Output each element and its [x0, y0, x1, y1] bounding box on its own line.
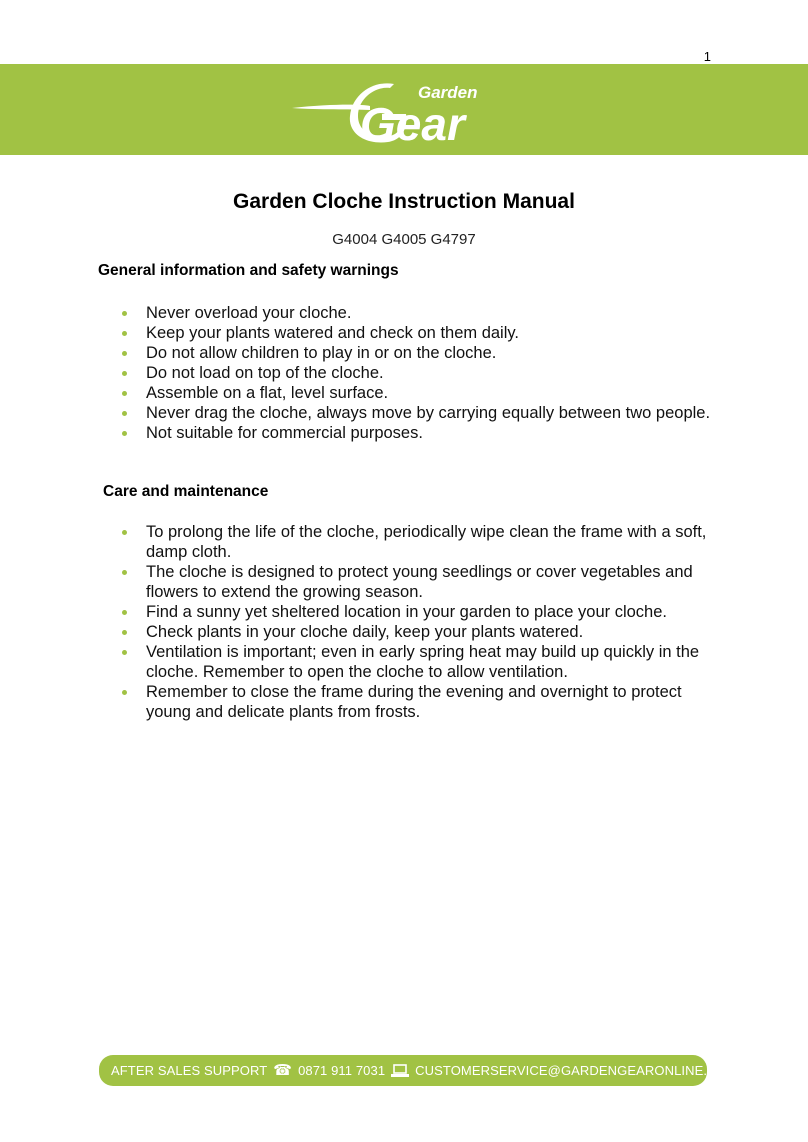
- support-label: AFTER SALES SUPPORT: [111, 1063, 268, 1078]
- section-heading-care: Care and maintenance: [103, 483, 269, 500]
- list-item: The cloche is designed to protect young seedlings or cover vegetables and flowers to extend the growing season.: [118, 562, 718, 602]
- bullet-icon: [122, 570, 127, 575]
- bullet-icon: [122, 690, 127, 695]
- list-item: Check plants in your cloche daily, keep your plants watered.: [118, 622, 718, 642]
- page-number: 1: [703, 49, 711, 64]
- care-list: [118, 522, 718, 722]
- bullet-icon: [122, 630, 127, 635]
- document-title: Garden Cloche Instruction Manual: [233, 190, 575, 213]
- list-item: Find a sunny yet sheltered location in your garden to place your cloche.: [118, 602, 718, 622]
- section-heading-general: General information and safety warnings: [98, 262, 399, 279]
- list-item: Never drag the cloche, always move by carrying equally between two people.: [118, 403, 718, 423]
- bullet-icon: [122, 610, 127, 615]
- list-item: Assemble on a flat, level surface.: [118, 383, 718, 403]
- list-item: To prolong the life of the cloche, periodically wipe clean the frame with a soft, damp cloth.: [118, 522, 718, 562]
- list-item: Keep your plants watered and check on them daily.: [118, 323, 718, 343]
- bullet-icon: [122, 351, 127, 356]
- model-numbers: G4004 G4005 G4797: [332, 231, 476, 248]
- bullet-icon: [122, 411, 127, 416]
- bullet-icon: [122, 371, 127, 376]
- bullet-icon: [122, 530, 127, 535]
- header-banner: [0, 64, 808, 155]
- garden-gear-logo: [290, 64, 520, 155]
- list-item: Do not load on top of the cloche.: [118, 363, 718, 383]
- list-item: Do not allow children to play in or on the cloche.: [118, 343, 718, 363]
- laptop-icon: [391, 1064, 409, 1078]
- telephone-icon: ☎: [273, 1062, 293, 1079]
- list-item: Never overload your cloche.: [118, 303, 718, 323]
- list-item: Ventilation is important; even in early spring heat may build up quickly in the cloche. Remember to open the cloche to allow ventilation.: [118, 642, 718, 682]
- bullet-icon: [122, 331, 127, 336]
- support-phone[interactable]: 0871 911 7031: [298, 1063, 386, 1078]
- general-list: [118, 303, 718, 443]
- logo-large-text: Gear: [360, 98, 465, 150]
- support-footer: [99, 1055, 749, 1086]
- bullet-icon: [122, 311, 127, 316]
- bullet-icon: [122, 650, 127, 655]
- support-email[interactable]: CUSTOMERSERVICE@GARDENGEARONLINE.CO.UK: [415, 1063, 749, 1078]
- list-item: Not suitable for commercial purposes.: [118, 423, 718, 443]
- bullet-icon: [122, 391, 127, 396]
- list-item: Remember to close the frame during the evening and overnight to protect young and delicate plants from frosts.: [118, 682, 718, 722]
- logo-small-text: Garden: [418, 83, 478, 102]
- bullet-icon: [122, 431, 127, 436]
